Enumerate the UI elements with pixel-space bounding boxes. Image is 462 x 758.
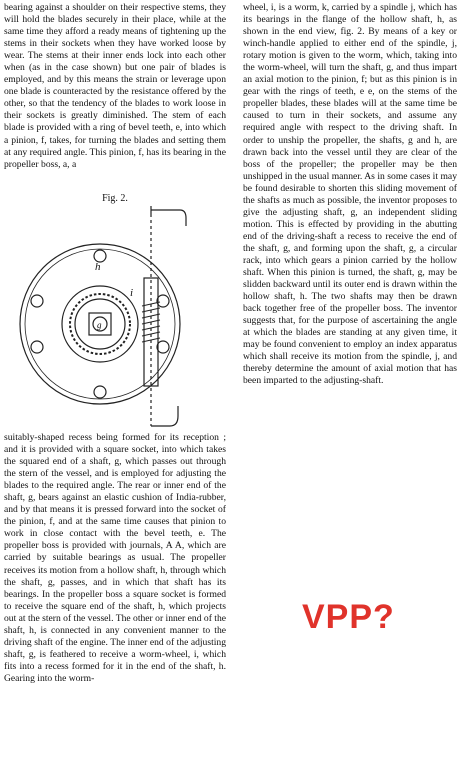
right-column-text [243, 2, 457, 388]
figure-caption: Fig. 2. [102, 193, 128, 204]
bolt-hole [157, 295, 169, 307]
bolt-hole [31, 295, 43, 307]
bottom-winch-handle [151, 406, 178, 426]
left-top-paragraph: bearing against a shoulder on their respective stems, they will hold the blades securely in their place, while at the same time they afford a ready means of tightening up the stems in their sockets when they have worked loose by wear. The stems at their inner ends lock into each other when (as in the case shown) but one pair of blades is employed, and by this means the strain or leverage upon one blade is counteracted by the resistance offered by the other, so that the tendency of the blades to work loose in their sockets is greatly diminished. The stem of each blade is provided with a ring of bevel teeth, e, into which a pinion, f, takes, for turning the blades and setting them at any required angle. This pinion, f, has its bearing in the propeller boss, a, a [4, 2, 226, 170]
label-g: g [97, 320, 102, 330]
left-bottom-paragraph: suitably-shaped recess being formed for its reception ; and it is provided with a square socket, into which takes the squared end of a shaft, g, which passes out through the stern of the vessel, and is employed for adjusting the blades to the required angle. The rear or inner end of the shaft, g, bears against an elastic cushion of India-rubber, and by that means it is pressed forward into the socket of the pinion, f, and at the same time causes that pinion to work in close contact with the bevel teeth, e. The propeller boss is provided with journals, A A, which are carried by suitable bearings as usual. The propeller receives its motion from a hollow shaft, h, through which the shaft, g, passes, and in which that shaft has its bearings. In the propeller boss a square socket is formed to receive the square end of the shaft, h, which projects out at the stern of the vessel. The other or inner end of the shaft, h, is connected in any convenient manner to the driving shaft of the engine. The inner end of the adjusting shaft, g, is feathered to receive a worm-wheel, i, which fits into a recess formed for it in the end of the shaft, h. Gearing into the worm- [4, 432, 227, 684]
left-column-top-text [4, 2, 226, 171]
right-paragraph: wheel, i, is a worm, k, carried by a spindle j, which has its bearings in the flange of the hollow shaft, h, as shown in the end view, fig. 2. By means of a key or winch-handle applied to either end of the spindle, j, rotary motion is given to the worm, which, taking into the worm-wheel, will turn the shaft, g, and thus impart an axial motion to the pinion, f; but as this pinion is in gear with the rings of teeth, e e, on the stems of the propeller blades, these blades will at the same time be caused to turn in their sockets, and assume any required angle with respect to the driving shaft. In order to unship the propeller, the shafts, g and h, are drawn back into the vessel until they are clear of the boss of the propeller; the propeller may be then unshipped in the usual manner. As in some cases it may be found desirable to shorten this sliding movement of the shafts as much as possible, the inventor proposes to give the adjusting shaft, g, an independent sliding motion. This is effected by providing in the abutting end of the driving-shaft a recess to receive the end of the shaft, g, and forming upon the shaft, g, a circular rack, into which gears a pinion carried by the hollow shaft. When this pinion is turned, the shaft, g, may be slidden backward until its outer end is drawn within the hollow shaft, h. The two shafts may then be drawn back together free of the propeller boss. The inventor suggests that, for the purpose of ascertaining the angle at which the blades are standing at any given time, it may be found convenient to employ an index apparatus which shall receive its motion from the spindle, j, and thereby determine the amount of axial motion that has been imparted to the adjusting-shaft. [243, 2, 457, 387]
bolt-hole [31, 341, 43, 353]
bolt-hole [157, 341, 169, 353]
top-winch-handle [151, 206, 186, 226]
label-h: h [95, 261, 101, 273]
label-i: i [130, 287, 134, 299]
bolt-hole [94, 386, 106, 398]
vpp-annotation: VPP? [302, 598, 395, 636]
left-column-bottom-text [4, 432, 226, 685]
figure-2-illustration [12, 206, 224, 432]
